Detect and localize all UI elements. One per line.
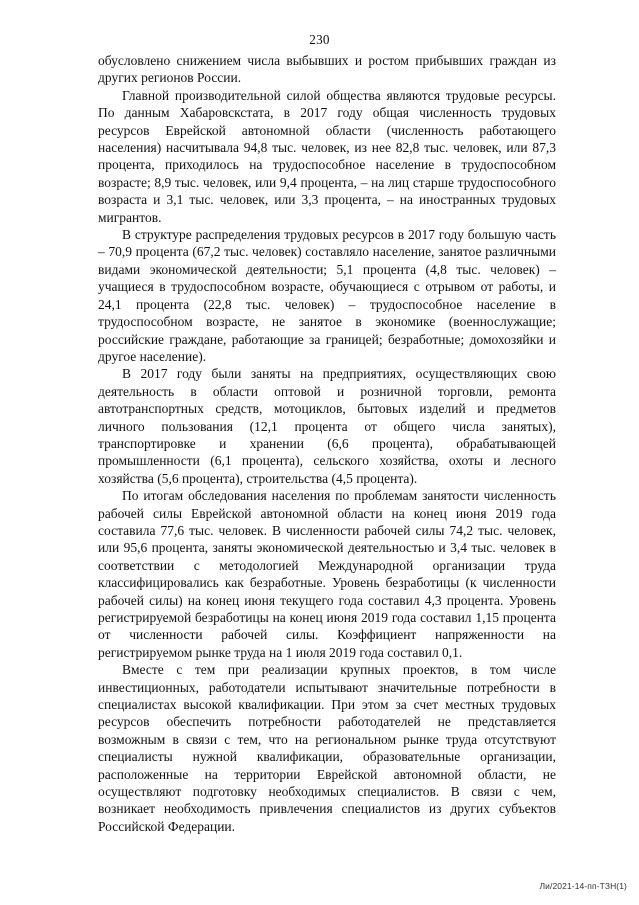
- paragraph-labor-force-survey: По итогам обследования населения по проблемам занятости численность рабочей силы Еврейской автономной области на конец июня 2019 года составила 77,6 тыс. человек. В численности рабочей силы 74,2 тыс. человек, или 95,6 процента, заняты экономической деятельностью и 3,4 тыс. человек в соответствии с методологией Международной организации труда классифицировались как безработные. Уровень безработицы (к численности рабочей силы) на конец июня текущего года составил 4,3 процента. Уровень регистрируемой безработицы на конец июня 2019 года составил 1,15 процента от численности рабочей силы. Коэффициент напряженности на регистрируемом рынке труда на 1 июля 2019 года составил 0,1.: [98, 488, 556, 660]
- document-code: Ли/2021-14-пп-ТЗН(1): [539, 881, 627, 891]
- document-body: [98, 52, 556, 835]
- paragraph-specialist-demand: Вместе с тем при реализации крупных проектов, в том числе инвестиционных, работодатели испытывают значительные потребности в специалистах высокой квалификации. При этом за счет местных трудовых ресурсов обеспечить потребности работодателей не представляется возможным в связи с тем, что на региональном рынке труда отсутствуют специалисты нужной квалификации, образовательные организации, расположенные на территории Еврейской автономной области, не осуществляют подготовку необходимых специалистов. В связи с чем, возникает необходимость привлечения специалистов из других субъектов Российской Федерации.: [98, 662, 556, 834]
- paragraph-continuation: обусловлено снижением числа выбывших и ростом прибывших граждан из других регионов России.: [98, 53, 556, 86]
- paragraph-employment-sectors: В 2017 году были заняты на предприятиях, осуществляющих свою деятельность в области оптовой и розничной торговли, ремонта автотранспортных средств, мотоциклов, бытовых изделий и предметов личного пользования (12,1 процента от общего числа занятых), транспортировке и хранении (6,6 процента), обрабатывающей промышленности (6,1 процента), сельского хозяйства, охоты и лесного хозяйства (5,6 процента), строительства (4,5 процента).: [98, 366, 556, 486]
- page-number: 230: [309, 32, 330, 47]
- paragraph-labor-resources: Главной производительной силой общества являются трудовые ресурсы. По данным Хабаровскстата, в 2017 году общая численность трудовых ресурсов Еврейской автономной области (численность работающего населения) насчитывала 94,8 тыс. человек, из нее 82,8 тыс. человек, или 87,3 процента, приходилось на трудоспособное население в трудоспособном возрасте; 8,9 тыс. человек, или 9,4 процента, – на лиц старше трудоспособного возраста и 3,1 тыс. человек, или 3,3 процента, – на иностранных трудовых мигрантов.: [98, 87, 556, 225]
- paragraph-resource-structure: В структуре распределения трудовых ресурсов в 2017 году большую часть – 70,9 процента (67,2 тыс. человек) составляло население, занятое различными видами экономической деятельности; 5,1 процента (4,8 тыс. человек) – учащиеся в трудоспособном возрасте, обучающиеся с отрывом от работы, и 24,1 процента (22,8 тыс. человек) – трудоспособное население в трудоспособном возрасте, не занятое в экономике (военнослужащие; российские граждане, работающие за границей; безработные; домохозяйки и другое население).: [98, 227, 556, 364]
